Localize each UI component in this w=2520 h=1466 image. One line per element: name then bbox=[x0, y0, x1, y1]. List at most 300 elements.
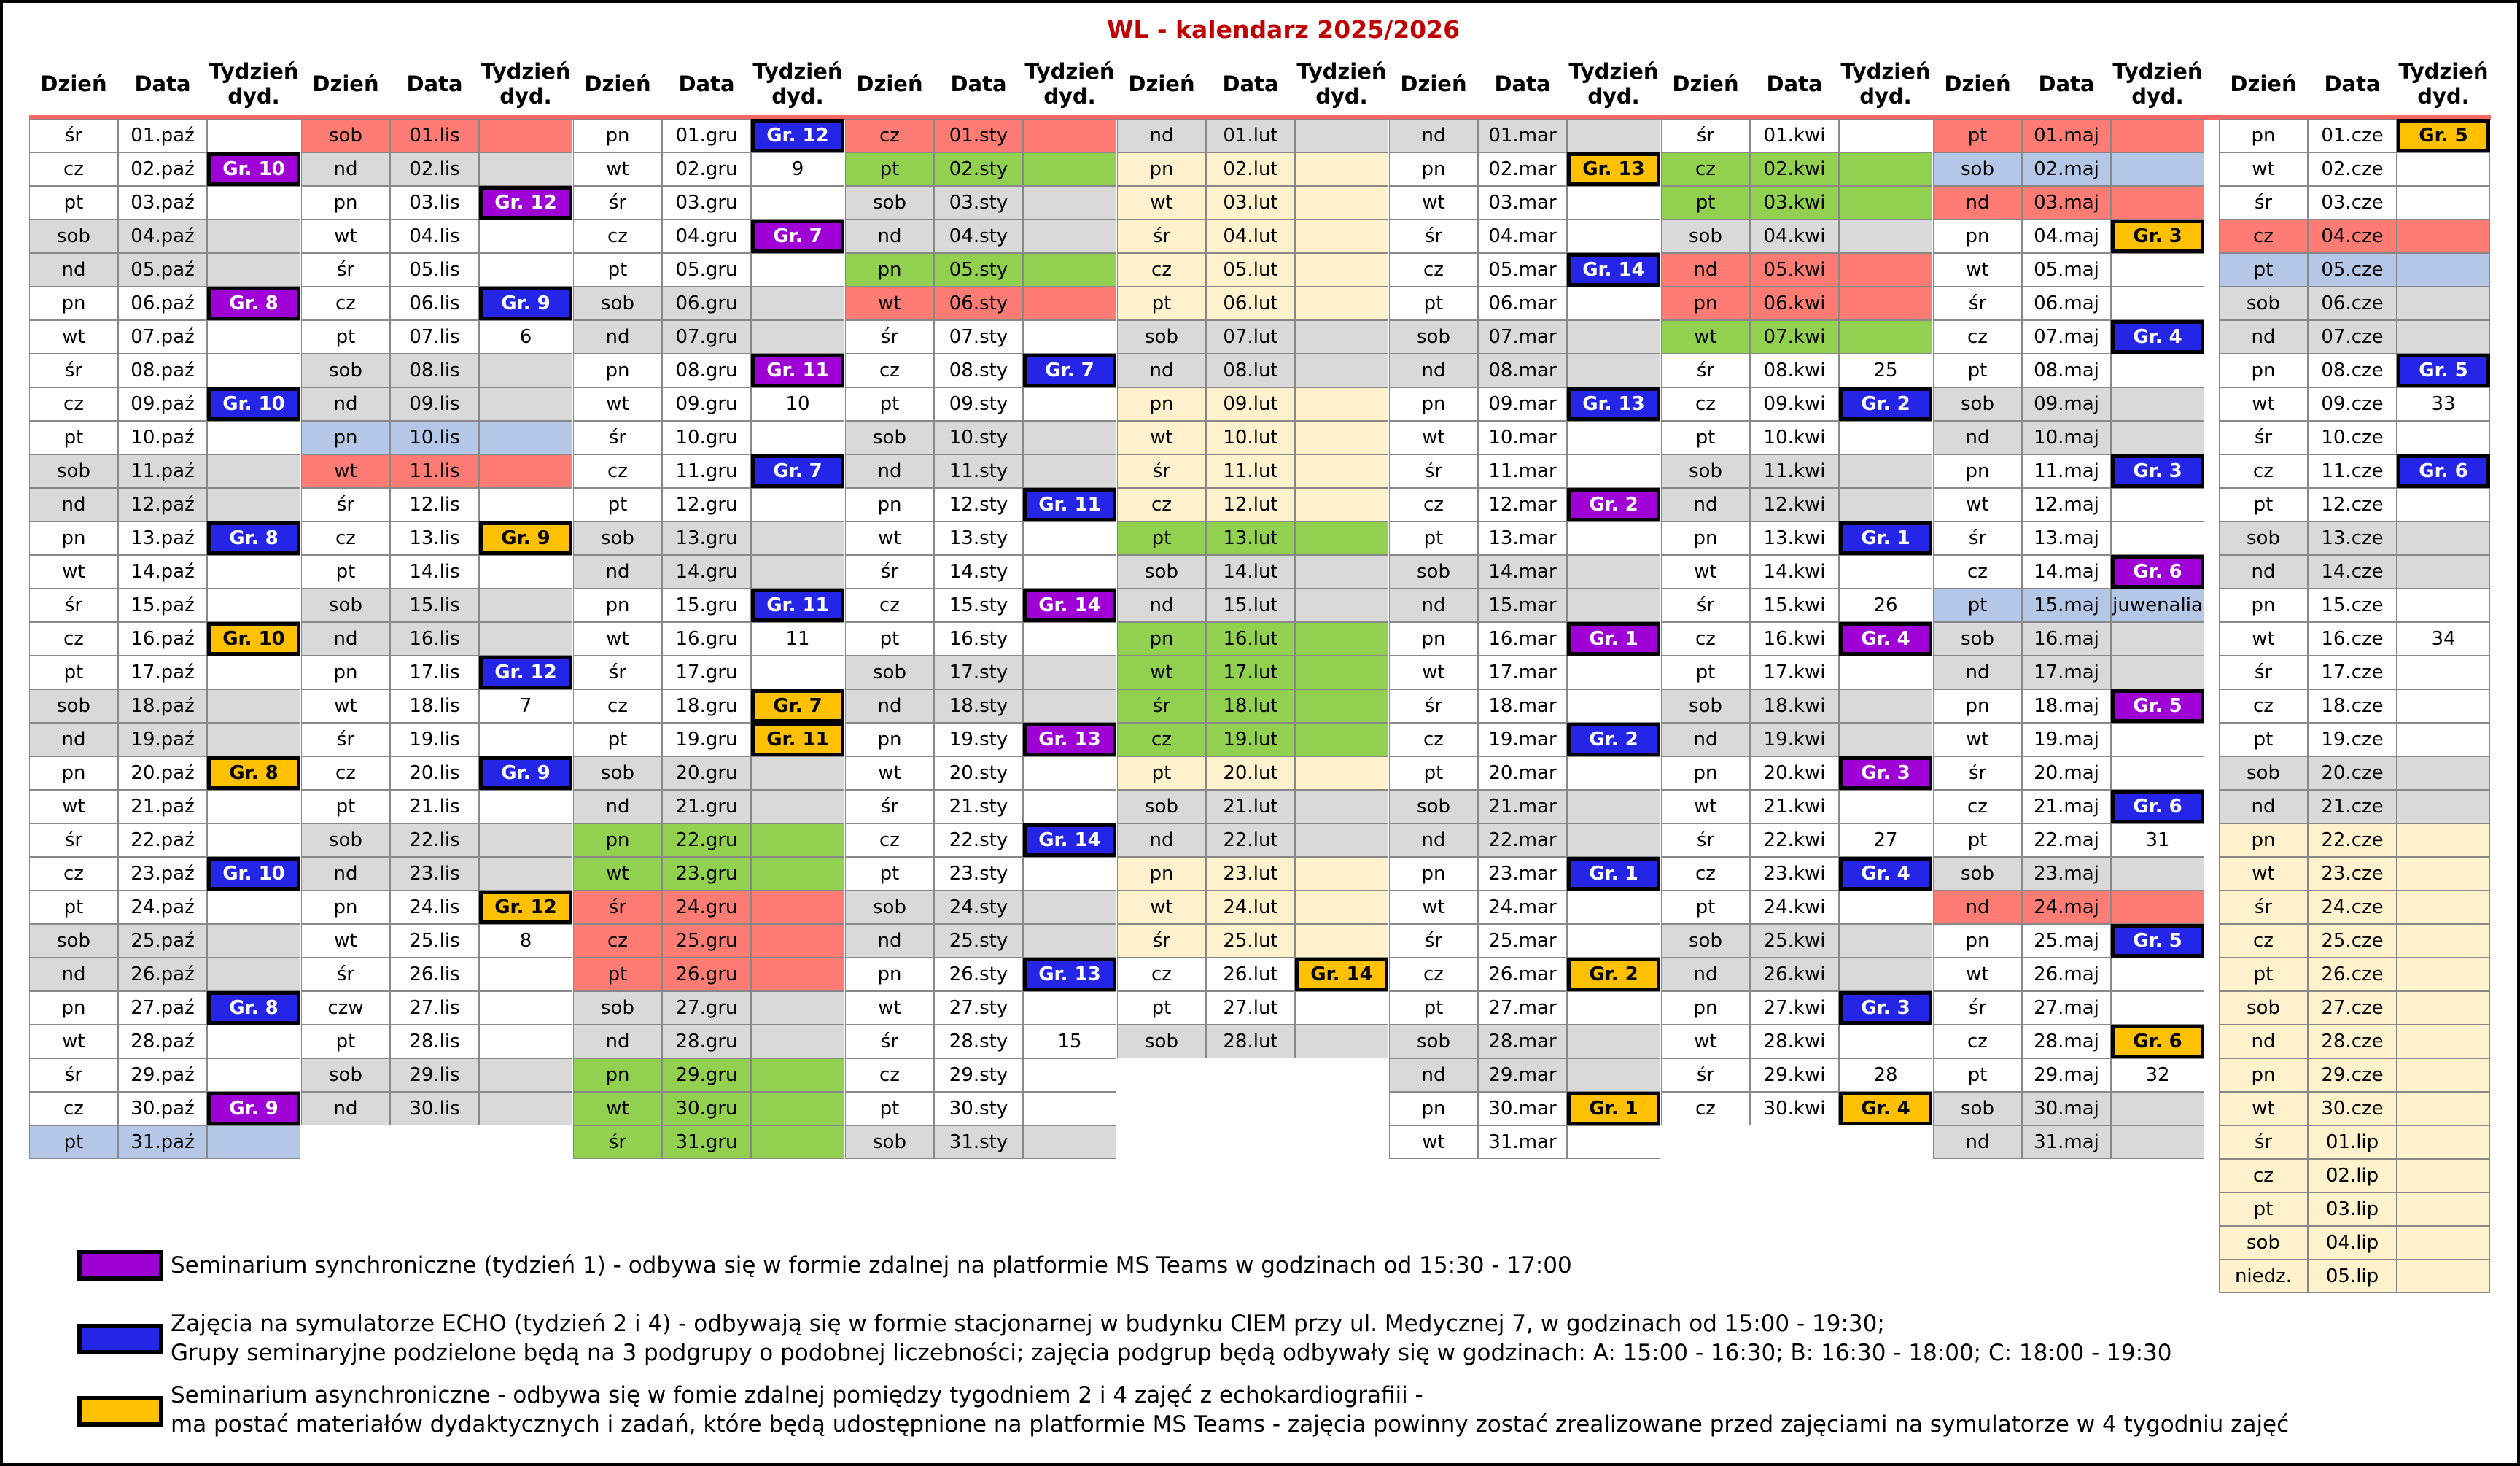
date-cell: 17.paź bbox=[118, 656, 207, 689]
date-cell: 03.mar bbox=[1478, 186, 1567, 220]
week-cell bbox=[2111, 152, 2204, 186]
date-cell: 16.maj bbox=[2022, 622, 2111, 656]
day-cell: pt bbox=[573, 253, 662, 287]
date-cell: 06.gru bbox=[662, 287, 751, 320]
date-cell: 11.mar bbox=[1478, 454, 1567, 488]
date-cell: 30.maj bbox=[2022, 1092, 2111, 1125]
week-cell bbox=[1839, 790, 1932, 823]
week-cell bbox=[1023, 387, 1116, 421]
day-cell: pt bbox=[1933, 823, 2022, 857]
week-cell bbox=[207, 589, 300, 622]
date-cell: 12.gru bbox=[662, 488, 751, 521]
day-cell: sob bbox=[1117, 1025, 1206, 1058]
day-cell: wt bbox=[1389, 186, 1478, 220]
week-cell bbox=[1295, 152, 1388, 186]
week-cell bbox=[751, 1058, 844, 1092]
day-cell: cz bbox=[2219, 454, 2308, 488]
week-cell bbox=[1839, 924, 1932, 958]
day-cell: wt bbox=[2219, 857, 2308, 891]
day-cell: pn bbox=[1389, 152, 1478, 186]
day-cell: pt bbox=[1933, 589, 2022, 622]
day-cell: sob bbox=[845, 421, 934, 454]
group-badge: Gr. 7 bbox=[751, 220, 844, 253]
date-cell: 20.cze bbox=[2308, 756, 2397, 790]
header-date: Data bbox=[134, 71, 191, 96]
day-cell: cz bbox=[29, 622, 118, 656]
date-cell: 24.cze bbox=[2308, 891, 2397, 924]
date-cell: 10.maj bbox=[2022, 421, 2111, 454]
week-cell bbox=[1023, 521, 1116, 555]
date-cell: 16.mar bbox=[1478, 622, 1567, 656]
group-badge: Gr. 5 bbox=[2111, 689, 2204, 723]
day-cell: cz bbox=[2219, 1159, 2308, 1192]
day-cell: pn bbox=[1933, 689, 2022, 723]
week-cell bbox=[1295, 354, 1388, 387]
date-cell: 14.mar bbox=[1478, 555, 1567, 589]
day-cell: nd bbox=[1389, 1058, 1478, 1092]
group-badge: Gr. 9 bbox=[479, 756, 572, 790]
date-cell: 01.kwi bbox=[1750, 119, 1839, 152]
group-badge: Gr. 2 bbox=[1567, 488, 1660, 521]
day-cell: sob bbox=[2219, 521, 2308, 555]
week-cell bbox=[1295, 220, 1388, 253]
day-cell: wt bbox=[1389, 421, 1478, 454]
day-cell: nd bbox=[1117, 589, 1206, 622]
day-cell: nd bbox=[573, 555, 662, 589]
group-badge: Gr. 5 bbox=[2111, 924, 2204, 958]
date-cell: 29.cze bbox=[2308, 1058, 2397, 1092]
day-cell: sob bbox=[29, 220, 118, 253]
day-cell: cz bbox=[1661, 622, 1750, 656]
day-cell: pt bbox=[1117, 991, 1206, 1025]
date-cell: 03.lut bbox=[1206, 186, 1295, 220]
day-cell: śr bbox=[1661, 589, 1750, 622]
day-cell: pt bbox=[301, 320, 390, 354]
legend-swatch-purple bbox=[77, 1250, 163, 1281]
date-cell: 08.lis bbox=[390, 354, 479, 387]
week-cell bbox=[207, 186, 300, 220]
day-cell: pt bbox=[2219, 253, 2308, 287]
day-cell: wt bbox=[1117, 656, 1206, 689]
day-cell: cz bbox=[845, 119, 934, 152]
header-day: Dzień bbox=[584, 71, 651, 96]
date-cell: 12.sty bbox=[934, 488, 1023, 521]
group-badge: Gr. 8 bbox=[207, 991, 300, 1025]
date-cell: 23.lut bbox=[1206, 857, 1295, 891]
day-cell: cz bbox=[29, 1092, 118, 1125]
week-cell bbox=[2111, 891, 2204, 924]
header-week: Tydzień dyd. bbox=[1296, 59, 1387, 109]
day-cell: wt bbox=[1389, 656, 1478, 689]
date-cell: 13.lis bbox=[390, 521, 479, 555]
week-cell bbox=[751, 253, 844, 287]
day-cell: śr bbox=[2219, 1125, 2308, 1159]
date-cell: 10.gru bbox=[662, 421, 751, 454]
date-cell: 25.sty bbox=[934, 924, 1023, 958]
week-cell bbox=[751, 891, 844, 924]
group-badge: Gr. 12 bbox=[751, 119, 844, 152]
header-date: Data bbox=[1222, 71, 1279, 96]
date-cell: 16.cze bbox=[2308, 622, 2397, 656]
day-cell: pn bbox=[573, 589, 662, 622]
day-cell: cz bbox=[1933, 1025, 2022, 1058]
date-cell: 03.cze bbox=[2308, 186, 2397, 220]
date-cell: 04.maj bbox=[2022, 220, 2111, 253]
date-cell: 26.paź bbox=[118, 958, 207, 991]
week-cell bbox=[1567, 555, 1660, 589]
group-badge: Gr. 3 bbox=[1839, 756, 1932, 790]
week-cell bbox=[207, 354, 300, 387]
date-cell: 19.lis bbox=[390, 723, 479, 756]
day-cell: cz bbox=[29, 857, 118, 891]
date-cell: 09.lut bbox=[1206, 387, 1295, 421]
date-cell: 02.gru bbox=[662, 152, 751, 186]
date-cell: 27.lut bbox=[1206, 991, 1295, 1025]
date-cell: 13.sty bbox=[934, 521, 1023, 555]
date-cell: 31.gru bbox=[662, 1125, 751, 1159]
date-cell: 02.lip bbox=[2308, 1159, 2397, 1192]
day-cell: sob bbox=[1933, 152, 2022, 186]
day-cell: śr bbox=[29, 1058, 118, 1092]
week-cell bbox=[1839, 689, 1932, 723]
date-cell: 27.maj bbox=[2022, 991, 2111, 1025]
date-cell: 17.mar bbox=[1478, 656, 1567, 689]
day-cell: pn bbox=[1117, 152, 1206, 186]
week-cell bbox=[479, 790, 572, 823]
date-cell: 21.gru bbox=[662, 790, 751, 823]
day-cell: sob bbox=[845, 891, 934, 924]
day-cell: pn bbox=[2219, 823, 2308, 857]
date-cell: 26.gru bbox=[662, 958, 751, 991]
day-cell: cz bbox=[1933, 790, 2022, 823]
header-day: Dzień bbox=[1400, 71, 1467, 96]
week-cell: 8 bbox=[479, 924, 572, 958]
day-cell: pt bbox=[1933, 1058, 2022, 1092]
date-cell: 16.sty bbox=[934, 622, 1023, 656]
header-week: Tydzień dyd. bbox=[2398, 59, 2489, 109]
week-cell bbox=[207, 320, 300, 354]
week-cell bbox=[1023, 320, 1116, 354]
day-cell: nd bbox=[301, 622, 390, 656]
week-cell bbox=[2397, 857, 2490, 891]
header-week: Tydzień dyd. bbox=[752, 59, 843, 109]
day-cell: sob bbox=[1117, 555, 1206, 589]
week-cell bbox=[1295, 253, 1388, 287]
day-cell: śr bbox=[29, 354, 118, 387]
week-cell bbox=[1023, 1058, 1116, 1092]
day-cell: cz bbox=[1389, 723, 1478, 756]
date-cell: 05.sty bbox=[934, 253, 1023, 287]
day-cell: nd bbox=[573, 320, 662, 354]
date-cell: 14.lis bbox=[390, 555, 479, 589]
date-cell: 02.lis bbox=[390, 152, 479, 186]
date-cell: 29.maj bbox=[2022, 1058, 2111, 1092]
week-cell bbox=[479, 421, 572, 454]
week-cell: 28 bbox=[1839, 1058, 1932, 1092]
day-cell: pt bbox=[2219, 958, 2308, 991]
week-cell: 33 bbox=[2397, 387, 2490, 421]
group-badge: Gr. 7 bbox=[751, 454, 844, 488]
date-cell: 25.maj bbox=[2022, 924, 2111, 958]
day-cell: śr bbox=[845, 790, 934, 823]
day-cell: śr bbox=[1389, 689, 1478, 723]
date-cell: 15.lut bbox=[1206, 589, 1295, 622]
date-cell: 17.cze bbox=[2308, 656, 2397, 689]
week-cell bbox=[207, 656, 300, 689]
week-cell bbox=[2397, 1025, 2490, 1058]
day-cell: śr bbox=[1117, 220, 1206, 253]
week-cell bbox=[479, 119, 572, 152]
day-cell: cz bbox=[1661, 1092, 1750, 1125]
date-cell: 27.mar bbox=[1478, 991, 1567, 1025]
date-cell: 07.lis bbox=[390, 320, 479, 354]
week-cell bbox=[1295, 320, 1388, 354]
group-badge: Gr. 2 bbox=[1839, 387, 1932, 421]
day-cell: pn bbox=[1117, 387, 1206, 421]
day-cell: wt bbox=[845, 287, 934, 320]
week-cell bbox=[2111, 857, 2204, 891]
group-badge: Gr. 11 bbox=[751, 354, 844, 387]
group-badge: Gr. 4 bbox=[1839, 1092, 1932, 1125]
day-cell: śr bbox=[573, 1125, 662, 1159]
day-cell: cz bbox=[1661, 857, 1750, 891]
day-cell: cz bbox=[573, 689, 662, 723]
week-cell bbox=[207, 689, 300, 723]
date-cell: 24.kwi bbox=[1750, 891, 1839, 924]
date-cell: 23.kwi bbox=[1750, 857, 1839, 891]
header-date: Data bbox=[1766, 71, 1823, 96]
day-cell: pt bbox=[29, 421, 118, 454]
week-cell bbox=[751, 656, 844, 689]
date-cell: 17.lut bbox=[1206, 656, 1295, 689]
week-cell bbox=[1295, 891, 1388, 924]
date-cell: 18.paź bbox=[118, 689, 207, 723]
group-badge: Gr. 4 bbox=[1839, 857, 1932, 891]
week-cell bbox=[1295, 589, 1388, 622]
week-cell bbox=[1295, 1025, 1388, 1058]
week-cell bbox=[479, 1058, 572, 1092]
header-day: Dzień bbox=[1128, 71, 1195, 96]
date-cell: 03.maj bbox=[2022, 186, 2111, 220]
date-cell: 14.kwi bbox=[1750, 555, 1839, 589]
day-cell: nd bbox=[1389, 119, 1478, 152]
date-cell: 01.lip bbox=[2308, 1125, 2397, 1159]
week-cell bbox=[2397, 521, 2490, 555]
week-cell bbox=[1023, 1125, 1116, 1159]
date-cell: 07.paź bbox=[118, 320, 207, 354]
day-cell: śr bbox=[1389, 454, 1478, 488]
day-cell: śr bbox=[29, 119, 118, 152]
group-badge: Gr. 12 bbox=[479, 656, 572, 689]
week-cell bbox=[1023, 421, 1116, 454]
date-cell: 28.cze bbox=[2308, 1025, 2397, 1058]
week-cell bbox=[207, 119, 300, 152]
header-day: Dzień bbox=[2230, 71, 2297, 96]
day-cell: pn bbox=[2219, 1058, 2308, 1092]
week-cell bbox=[751, 857, 844, 891]
week-cell: 32 bbox=[2111, 1058, 2204, 1092]
group-badge: Gr. 2 bbox=[1567, 723, 1660, 756]
day-cell: cz bbox=[301, 756, 390, 790]
date-cell: 03.lip bbox=[2308, 1192, 2397, 1226]
date-cell: 08.cze bbox=[2308, 354, 2397, 387]
group-badge: Gr. 1 bbox=[1839, 521, 1932, 555]
week-cell bbox=[1567, 589, 1660, 622]
day-cell: pn bbox=[1661, 521, 1750, 555]
date-cell: 31.maj bbox=[2022, 1125, 2111, 1159]
date-cell: 07.sty bbox=[934, 320, 1023, 354]
date-cell: 30.paź bbox=[118, 1092, 207, 1125]
group-badge: Gr. 6 bbox=[2397, 454, 2490, 488]
day-cell: wt bbox=[301, 454, 390, 488]
day-cell: wt bbox=[1389, 1125, 1478, 1159]
day-cell: pn bbox=[1661, 991, 1750, 1025]
date-cell: 26.lis bbox=[390, 958, 479, 991]
date-cell: 02.kwi bbox=[1750, 152, 1839, 186]
day-cell: wt bbox=[1933, 253, 2022, 287]
group-badge: Gr. 10 bbox=[207, 387, 300, 421]
header-day: Dzień bbox=[856, 71, 923, 96]
week-cell bbox=[479, 857, 572, 891]
date-cell: 16.kwi bbox=[1750, 622, 1839, 656]
date-cell: 19.cze bbox=[2308, 723, 2397, 756]
date-cell: 24.mar bbox=[1478, 891, 1567, 924]
week-cell: 31 bbox=[2111, 823, 2204, 857]
week-cell bbox=[2397, 287, 2490, 320]
week-cell bbox=[207, 555, 300, 589]
date-cell: 28.lis bbox=[390, 1025, 479, 1058]
legend-text-2a: Zajęcia na symulatorze ECHO (tydzień 2 i 4) - odbywają się w formie stacjonarnej w budynku CIEM przy ul. Medycznej 7, w godzinach od 15:00 - 19:30; bbox=[171, 1311, 1885, 1337]
date-cell: 23.gru bbox=[662, 857, 751, 891]
date-cell: 05.lis bbox=[390, 253, 479, 287]
week-cell bbox=[2111, 991, 2204, 1025]
date-cell: 05.mar bbox=[1478, 253, 1567, 287]
week-cell bbox=[2397, 1260, 2490, 1293]
date-cell: 18.mar bbox=[1478, 689, 1567, 723]
week-cell bbox=[2111, 287, 2204, 320]
week-cell bbox=[1567, 186, 1660, 220]
date-cell: 06.lis bbox=[390, 287, 479, 320]
day-cell: wt bbox=[29, 790, 118, 823]
day-cell: śr bbox=[573, 656, 662, 689]
day-cell: pt bbox=[29, 656, 118, 689]
date-cell: 08.paź bbox=[118, 354, 207, 387]
legend-swatch-blue bbox=[77, 1324, 163, 1354]
week-cell bbox=[1839, 1025, 1932, 1058]
week-cell bbox=[2397, 320, 2490, 354]
week-cell bbox=[207, 958, 300, 991]
week-cell bbox=[1295, 421, 1388, 454]
week-cell: juwenalia bbox=[2111, 589, 2204, 622]
week-cell bbox=[1295, 454, 1388, 488]
week-cell bbox=[1023, 555, 1116, 589]
day-cell: sob bbox=[1117, 790, 1206, 823]
day-cell: cz bbox=[1389, 253, 1478, 287]
day-cell: wt bbox=[845, 756, 934, 790]
week-cell bbox=[1839, 958, 1932, 991]
date-cell: 24.gru bbox=[662, 891, 751, 924]
date-cell: 26.mar bbox=[1478, 958, 1567, 991]
header-week: Tydzień dyd. bbox=[1840, 59, 1931, 109]
day-cell: cz bbox=[2219, 220, 2308, 253]
date-cell: 29.sty bbox=[934, 1058, 1023, 1092]
date-cell: 14.gru bbox=[662, 555, 751, 589]
week-cell bbox=[751, 924, 844, 958]
date-cell: 18.maj bbox=[2022, 689, 2111, 723]
date-cell: 14.maj bbox=[2022, 555, 2111, 589]
day-cell: nd bbox=[1117, 823, 1206, 857]
week-cell bbox=[1839, 119, 1932, 152]
date-cell: 29.lis bbox=[390, 1058, 479, 1092]
day-cell: wt bbox=[29, 555, 118, 589]
day-cell: wt bbox=[845, 991, 934, 1025]
date-cell: 12.kwi bbox=[1750, 488, 1839, 521]
group-badge: Gr. 10 bbox=[207, 622, 300, 656]
week-cell bbox=[751, 991, 844, 1025]
day-cell: pt bbox=[2219, 488, 2308, 521]
header-week: Tydzień dyd. bbox=[2112, 59, 2203, 109]
day-cell: pn bbox=[301, 421, 390, 454]
date-cell: 03.kwi bbox=[1750, 186, 1839, 220]
group-badge: Gr. 2 bbox=[1567, 958, 1660, 991]
week-cell bbox=[1295, 119, 1388, 152]
day-cell: nd bbox=[29, 488, 118, 521]
day-cell: śr bbox=[1389, 220, 1478, 253]
week-cell bbox=[1567, 756, 1660, 790]
week-cell bbox=[1295, 656, 1388, 689]
day-cell: cz bbox=[29, 152, 118, 186]
week-cell: 7 bbox=[479, 689, 572, 723]
date-cell: 02.maj bbox=[2022, 152, 2111, 186]
date-cell: 11.gru bbox=[662, 454, 751, 488]
date-cell: 04.paź bbox=[118, 220, 207, 253]
group-badge: Gr. 11 bbox=[751, 589, 844, 622]
date-cell: 21.kwi bbox=[1750, 790, 1839, 823]
week-cell bbox=[2397, 958, 2490, 991]
date-cell: 20.lis bbox=[390, 756, 479, 790]
day-cell: sob bbox=[1933, 1092, 2022, 1125]
date-cell: 20.gru bbox=[662, 756, 751, 790]
date-cell: 21.cze bbox=[2308, 790, 2397, 823]
group-badge: Gr. 1 bbox=[1567, 857, 1660, 891]
day-cell: wt bbox=[1661, 1025, 1750, 1058]
day-cell: cz bbox=[573, 454, 662, 488]
week-cell bbox=[1295, 857, 1388, 891]
day-cell: pn bbox=[301, 891, 390, 924]
day-cell: pt bbox=[1661, 186, 1750, 220]
date-cell: 04.cze bbox=[2308, 220, 2397, 253]
day-cell: pt bbox=[2219, 723, 2308, 756]
day-cell: wt bbox=[29, 1025, 118, 1058]
day-cell: cz bbox=[845, 823, 934, 857]
date-cell: 20.mar bbox=[1478, 756, 1567, 790]
week-cell bbox=[479, 454, 572, 488]
date-cell: 22.sty bbox=[934, 823, 1023, 857]
date-cell: 25.cze bbox=[2308, 924, 2397, 958]
day-cell: wt bbox=[1661, 790, 1750, 823]
group-badge: Gr. 6 bbox=[2111, 1025, 2204, 1058]
week-cell bbox=[207, 1125, 300, 1159]
week-cell bbox=[479, 220, 572, 253]
week-cell bbox=[1839, 488, 1932, 521]
week-cell bbox=[751, 790, 844, 823]
day-cell: pt bbox=[1661, 891, 1750, 924]
week-cell bbox=[2397, 152, 2490, 186]
week-cell bbox=[479, 253, 572, 287]
day-cell: śr bbox=[301, 723, 390, 756]
date-cell: 07.gru bbox=[662, 320, 751, 354]
day-cell: wt bbox=[2219, 1092, 2308, 1125]
